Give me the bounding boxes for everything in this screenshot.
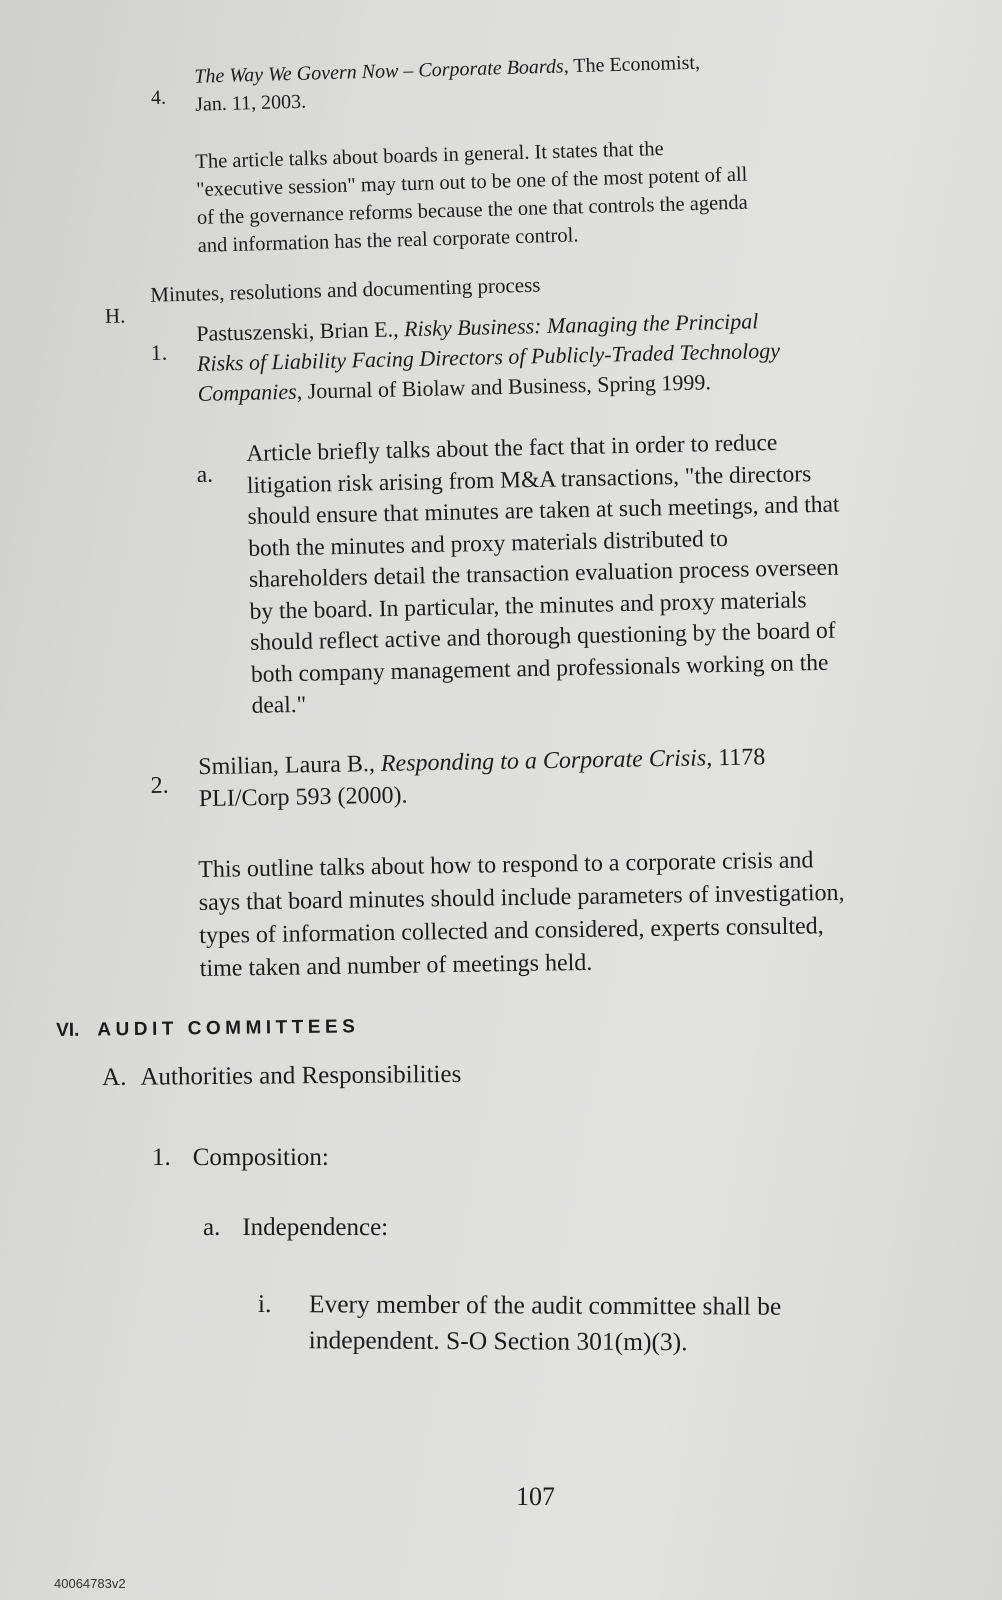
- document-id: 40064783v2: [54, 1576, 126, 1591]
- independence-heading: [203, 1214, 388, 1242]
- citation-title: The Way We Govern Now – Corporate Boards: [194, 55, 564, 88]
- summary-line: types of information collected and considered, experts consulted,: [199, 913, 824, 949]
- citation-author: Smilian, Laura B.,: [198, 750, 382, 781]
- item-number: 1.: [150, 339, 168, 365]
- section-title: Minutes, resolutions and documenting process: [150, 272, 541, 307]
- citation-title: Responding to a Corporate Crisis: [380, 745, 707, 777]
- section-numeral: VI.: [56, 1019, 80, 1041]
- citation-item-4: [150, 44, 871, 120]
- item-number: 1.: [152, 1144, 171, 1171]
- body-line: both the minutes and proxy materials distributed to: [248, 525, 729, 562]
- body-line: by the board. In particular, the minutes and proxy materials: [249, 586, 807, 625]
- citation-source: , The Economist,: [563, 51, 701, 78]
- citation-source: , 1178: [705, 744, 766, 772]
- section-a-heading: [102, 1061, 461, 1092]
- summary-line: says that board minutes should include parameters of investigation,: [198, 879, 845, 916]
- summary-line: The article talks about boards in general. It states that the: [195, 137, 665, 173]
- body-line: Article briefly talks about the fact that in order to reduce: [246, 429, 778, 467]
- citation-summary-2: [198, 841, 1000, 986]
- section-title: AUDIT COMMITTEES: [97, 1016, 360, 1041]
- body-line: deal.": [251, 691, 307, 719]
- citation-author: Pastuszenski, Brian E.,: [196, 316, 405, 346]
- body-line: should ensure that minutes are taken at such meetings, and that: [247, 491, 840, 530]
- page-number: 107: [516, 1482, 555, 1511]
- section-letter: H.: [104, 303, 126, 328]
- citation-item-1: [150, 302, 932, 410]
- citation-date: Jan. 11, 2003.: [194, 90, 307, 116]
- body-line: should reflect active and thorough questioning by the board of: [249, 617, 836, 656]
- body-line: both company management and professionals working on the: [250, 649, 829, 688]
- citation-source: , Journal of Biolaw and Business, Spring 1999.: [296, 369, 712, 404]
- composition-heading: [152, 1144, 329, 1172]
- citation-source: PLI/Corp 593 (2000).: [198, 782, 408, 813]
- summary-line: of the governance reforms because the one that controls the agenda: [196, 191, 749, 229]
- section-letter: A.: [102, 1063, 127, 1091]
- body-line: shareholders detail the transaction evaluation process overseen: [248, 554, 839, 593]
- body-line: independent. S-O Section 301(m)(3).: [308, 1325, 688, 1357]
- item-letter: a.: [203, 1214, 221, 1241]
- item-letter: a.: [196, 461, 214, 488]
- item-number: 4.: [150, 86, 167, 109]
- sub-item-a: [196, 424, 962, 723]
- body-line: Every member of the audit committee shall be: [308, 1289, 782, 1321]
- sub-item-i: [258, 1286, 958, 1362]
- heading-text: Composition:: [192, 1144, 329, 1171]
- body-line: litigation risk arising from M&A transactions, "the directors: [246, 460, 812, 499]
- citation-item-2: [150, 739, 911, 816]
- citation-title: Risks of Liability Facing Directors of Publicly-Traded Technology: [196, 337, 781, 376]
- citation-title: Companies: [197, 378, 297, 406]
- summary-line: This outline talks about how to respond to a corporate crisis and: [198, 847, 814, 883]
- summary-line: "executive session" may turn out to be one of the most potent of all: [195, 163, 748, 201]
- item-number: 2.: [150, 772, 169, 799]
- summary-line: and information has the real corporate control.: [197, 224, 579, 257]
- summary-line: time taken and number of meetings held.: [199, 949, 593, 982]
- heading-text: Independence:: [242, 1214, 389, 1241]
- citation-summary-4: [195, 128, 918, 260]
- section-vi-heading: [56, 1016, 359, 1042]
- item-numeral: i.: [257, 1289, 272, 1319]
- section-title: Authorities and Responsibilities: [140, 1060, 462, 1091]
- citation-title: Risky Business: Managing the Principal: [403, 308, 759, 342]
